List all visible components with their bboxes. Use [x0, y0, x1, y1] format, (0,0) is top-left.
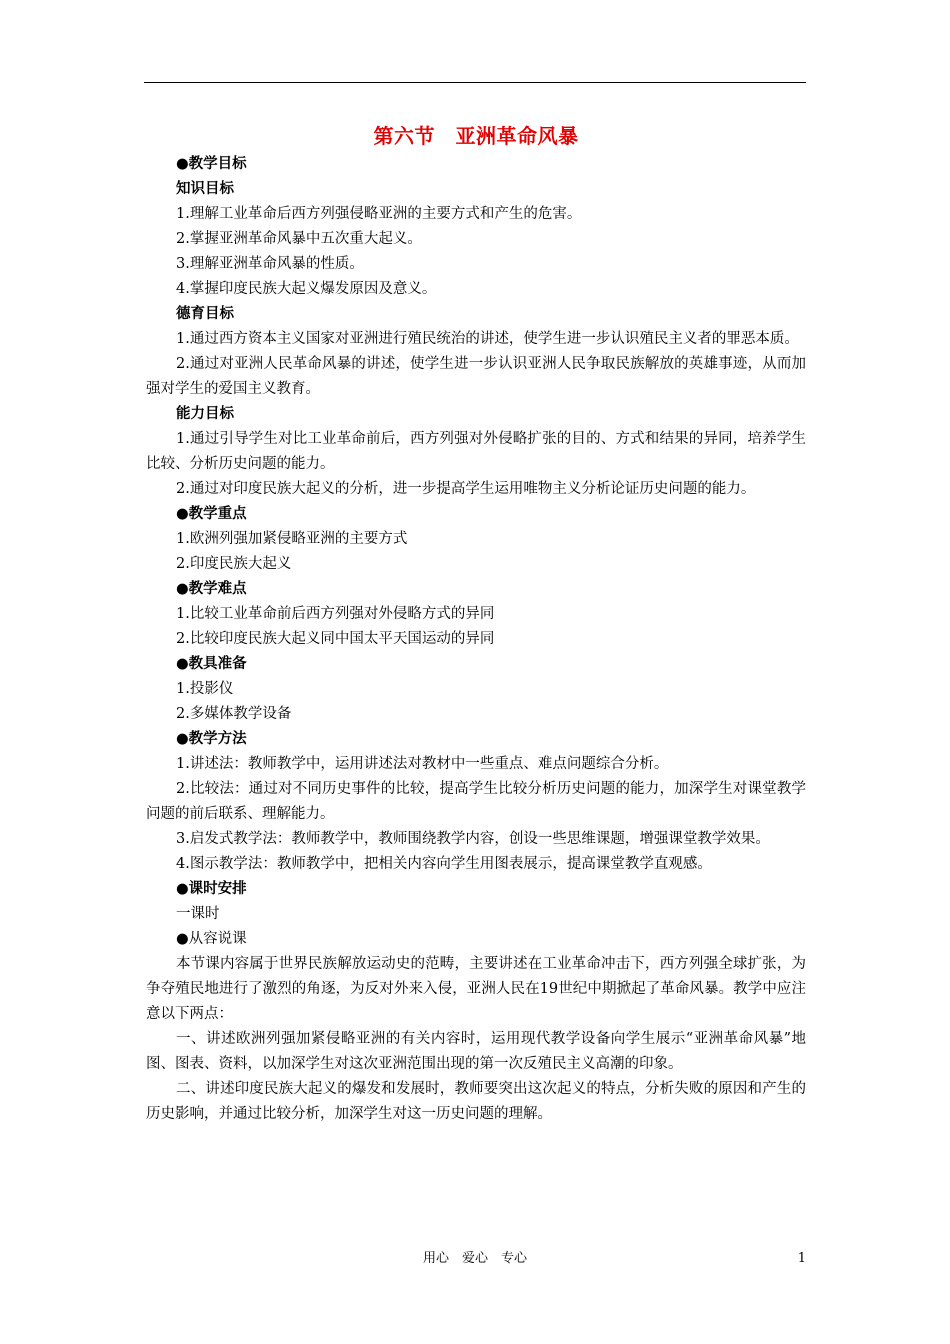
key-point-item: 1.欧洲列强加紧侵略亚洲的主要方式 — [176, 531, 408, 547]
knowledge-goal-item: 1.理解工业革命后西方列强侵略亚洲的主要方式和产生的危害。 — [176, 206, 582, 222]
section-title: 第六节 亚洲革命风暴 — [373, 124, 579, 148]
teaching-goals-heading: ●教学目标 — [176, 156, 247, 172]
lecture-paragraph: 二、讲述印度民族大起义的爆发和发展时，教师要突出这次起义的特点，分析失败的原因和产生的历史影响，并通过比较分析，加深学生对这一历史问题的理解。 — [146, 1081, 806, 1122]
ability-goal-item: 2.通过对印度民族大起义的分析，进一步提高学生运用唯物主义分析论证历史问题的能力。 — [176, 481, 756, 497]
moral-goal-item: 2.通过对亚洲人民革命风暴的讲述，使学生进一步认识亚洲人民争取民族解放的英雄事迹，从而加强对学生的爱国主义教育。 — [146, 356, 806, 397]
difficulties-heading: ●教学难点 — [176, 581, 247, 597]
footer-motto: 用心 爱心 专心 — [422, 1251, 527, 1266]
difficulty-item: 2.比较印度民族大起义同中国太平天国运动的异同 — [176, 631, 495, 647]
knowledge-goal-item: 3.理解亚洲革命风暴的性质。 — [176, 256, 364, 272]
method-item: 2.比较法：通过对不同历史事件的比较，提高学生比较分析历史问题的能力，加深学生对课堂教学问题的前后联系、理解能力。 — [146, 781, 806, 822]
method-item: 3.启发式教学法：教师教学中，教师围绕教学内容，创设一些思维课题，增强课堂教学效果。 — [176, 831, 770, 847]
methods-heading: ●教学方法 — [176, 731, 247, 747]
lecture-paragraph: 一、讲述欧洲列强加紧侵略亚洲的有关内容时，运用现代教学设备向学生展示“亚洲革命风暴”地图、图表、资料，以加深学生对这次亚洲范围出现的第一次反殖民主义高潮的印象。 — [146, 1031, 806, 1072]
lecture-heading: ●从容说课 — [176, 931, 247, 947]
document-body — [146, 116, 806, 1127]
equipment-item: 2.多媒体教学设备 — [176, 706, 292, 722]
lecture-paragraph: 本节课内容属于世界民族解放运动史的范畴，主要讲述在工业革命冲击下，西方列强全球扩张，为争夺殖民地进行了激烈的角逐，为反对外来入侵，亚洲人民在19世纪中期掀起了革命风暴。教学中应注意以下两点： — [146, 956, 806, 1022]
key-point-item: 2.印度民族大起义 — [176, 556, 292, 572]
knowledge-goal-item: 2.掌握亚洲革命风暴中五次重大起义。 — [176, 231, 422, 247]
equipment-item: 1.投影仪 — [176, 681, 234, 697]
equipment-heading: ●教具准备 — [176, 656, 247, 672]
knowledge-goal-item: 4.掌握印度民族大起义爆发原因及意义。 — [176, 281, 437, 297]
schedule-heading: ●课时安排 — [176, 881, 247, 897]
method-item: 4.图示教学法：教师教学中，把相关内容向学生用图表展示，提高课堂教学直观感。 — [176, 856, 712, 872]
moral-goals-heading: 德育目标 — [176, 306, 234, 322]
knowledge-goals-heading: 知识目标 — [176, 181, 234, 197]
ability-goals-heading: 能力目标 — [176, 406, 234, 422]
key-points-heading: ●教学重点 — [176, 506, 247, 522]
ability-goal-item: 1.通过引导学生对比工业革命前后，西方列强对外侵略扩张的目的、方式和结果的异同，培养学生比较、分析历史问题的能力。 — [146, 431, 806, 472]
header-rule — [144, 82, 806, 83]
difficulty-item: 1.比较工业革命前后西方列强对外侵略方式的异同 — [176, 606, 495, 622]
method-item: 1.讲述法：教师教学中，运用讲述法对教材中一些重点、难点问题综合分析。 — [176, 756, 669, 772]
moral-goal-item: 1.通过西方资本主义国家对亚洲进行殖民统治的讲述，使学生进一步认识殖民主义者的罪恶本质。 — [176, 331, 799, 347]
page-number: 1 — [797, 1251, 806, 1266]
schedule-text: 一课时 — [176, 906, 220, 922]
